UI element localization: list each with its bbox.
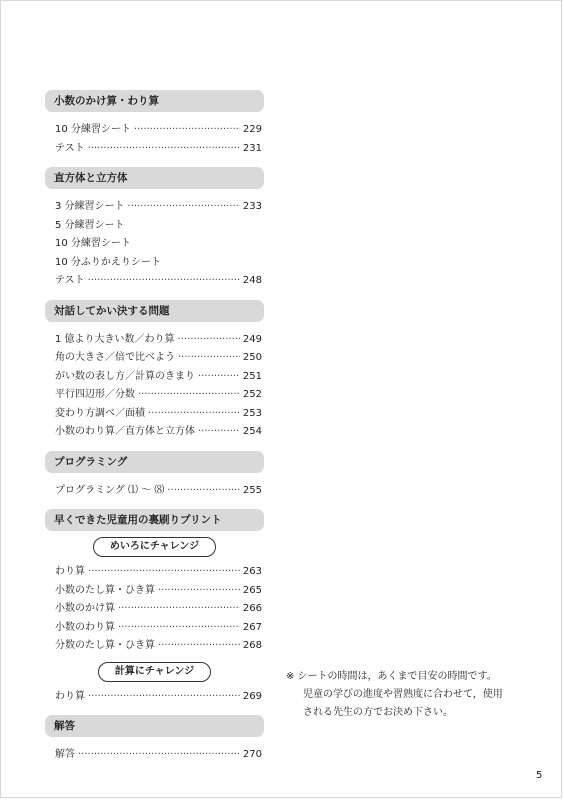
toc-entry-label: 変わり方調べ／面積: [55, 407, 145, 419]
note-line: 児童の学びの進度や習熟度に合わせて，使用: [303, 689, 503, 700]
toc-entry[interactable]: [45, 254, 264, 273]
toc-entry-page: 250: [242, 352, 262, 363]
toc-entry-page: 267: [242, 621, 262, 633]
toc-entry-page: 254: [242, 426, 262, 437]
toc-entry-label: 10 分練習シート: [55, 124, 131, 135]
time-guideline-note: [286, 668, 546, 722]
page-number: 5: [536, 770, 543, 781]
toc-entry[interactable]: [45, 582, 264, 601]
toc-entry[interactable]: [45, 563, 264, 582]
toc-entry[interactable]: [45, 368, 264, 387]
table-of-contents: [45, 90, 264, 765]
toc-entry[interactable]: [45, 198, 264, 217]
toc-entry-page: 229: [242, 124, 262, 135]
note-line: される先生の方でお決め下さい。: [303, 707, 453, 718]
toc-entry[interactable]: [45, 423, 264, 442]
dot-leader: [158, 637, 240, 656]
dot-leader: [88, 140, 240, 159]
dot-leader: [118, 600, 240, 619]
toc-entry-page: 266: [242, 603, 262, 614]
dot-leader: [198, 368, 240, 387]
toc-entry-label: プログラミング ⑴ 〜 ⑻: [55, 484, 165, 496]
dot-leader: [88, 272, 240, 291]
toc-entry-label: 解答: [55, 749, 75, 760]
toc-entry-label: わり算: [55, 690, 85, 702]
dot-leader: [88, 688, 240, 707]
dot-leader: [134, 121, 240, 140]
toc-entry-label: 10 分ふりかえりシート: [55, 256, 161, 268]
toc-entry[interactable]: [45, 217, 264, 236]
subheader-calculation-challenge: 計算にチャレンジ: [98, 662, 211, 682]
toc-entry-label: 5 分練習シート: [55, 219, 125, 231]
toc-entry-label: 1 億より大きい数／わり算: [55, 333, 175, 345]
toc-entry-page: 253: [242, 407, 262, 419]
toc-entry[interactable]: [45, 386, 264, 405]
toc-entry-label: 小数のたし算・ひき算: [55, 584, 155, 596]
toc-entry-page: 265: [242, 584, 262, 596]
section-header-cuboid-cube: 直方体と立方体: [45, 167, 264, 189]
dot-leader: [198, 423, 240, 442]
toc-entry-label: 角の大きさ／倍で比べよう: [55, 352, 175, 363]
toc-entry[interactable]: [45, 140, 264, 159]
dot-leader: [78, 746, 240, 765]
toc-entry-label: 小数のわり算／直方体と立方体: [55, 426, 195, 437]
toc-entry-label: テスト: [55, 142, 85, 154]
toc-entry[interactable]: [45, 746, 264, 765]
section-header-back-printed-worksheets: 早くできた児童用の裏刷りプリント: [45, 509, 264, 531]
toc-entry-page: 233: [242, 201, 262, 212]
toc-entry-label: 分数のたし算・ひき算: [55, 640, 155, 651]
toc-entry[interactable]: [45, 235, 264, 254]
dot-leader: [158, 582, 240, 601]
toc-entry-page: 252: [242, 389, 262, 400]
toc-entry-page: 269: [242, 690, 262, 702]
toc-entry-page: 249: [242, 333, 262, 345]
section-header-decimal-multiplication-division: 小数のかけ算・わり算: [45, 90, 264, 112]
toc-entry[interactable]: [45, 405, 264, 424]
note-line: ※ シートの時間は，あくまで目安の時間です。: [286, 671, 497, 682]
toc-entry-page: 268: [242, 640, 262, 651]
toc-entry[interactable]: [45, 637, 264, 656]
toc-entry-label: 小数のかけ算: [55, 603, 115, 614]
toc-entry-label: がい数の表し方／計算のきまり: [55, 370, 195, 382]
toc-entry[interactable]: [45, 619, 264, 638]
toc-entry-page: 251: [242, 370, 262, 382]
section-header-dialogue-problems: 対話してかい決する問題: [45, 300, 264, 322]
dot-leader: [128, 198, 240, 217]
toc-entry-label: 小数のわり算: [55, 621, 115, 633]
toc-entry[interactable]: [45, 331, 264, 350]
toc-entry-label: 3 分練習シート: [55, 201, 125, 212]
toc-entry-label: 10 分練習シート: [55, 238, 131, 249]
dot-leader: [118, 619, 240, 638]
dot-leader: [138, 386, 240, 405]
toc-entry-label: わり算: [55, 566, 85, 577]
toc-entry[interactable]: [45, 349, 264, 368]
dot-leader: [167, 482, 240, 501]
toc-entry-page: 263: [242, 566, 262, 577]
toc-entry[interactable]: [45, 688, 264, 707]
toc-entry[interactable]: [45, 121, 264, 140]
dot-leader: [88, 563, 240, 582]
toc-entry-page: 231: [242, 142, 262, 154]
subheader-wrap: [45, 531, 264, 563]
subheader-wrap: [45, 656, 264, 688]
toc-entry-label: テスト: [55, 275, 85, 286]
toc-entry[interactable]: [45, 272, 264, 291]
dot-leader: [148, 405, 240, 424]
subheader-maze-challenge: めいろにチャレンジ: [93, 537, 216, 557]
toc-entry-page: 270: [242, 749, 262, 760]
toc-entry-label: 平行四辺形／分数: [55, 389, 135, 400]
toc-entry-page: 255: [242, 484, 262, 496]
toc-entry[interactable]: [45, 600, 264, 619]
section-header-programming: プログラミング: [45, 451, 264, 473]
toc-entry-page: 248: [242, 275, 262, 286]
dot-leader: [178, 349, 240, 368]
dot-leader: [178, 331, 240, 350]
toc-entry[interactable]: [45, 482, 264, 501]
section-header-answers: 解答: [45, 715, 264, 737]
